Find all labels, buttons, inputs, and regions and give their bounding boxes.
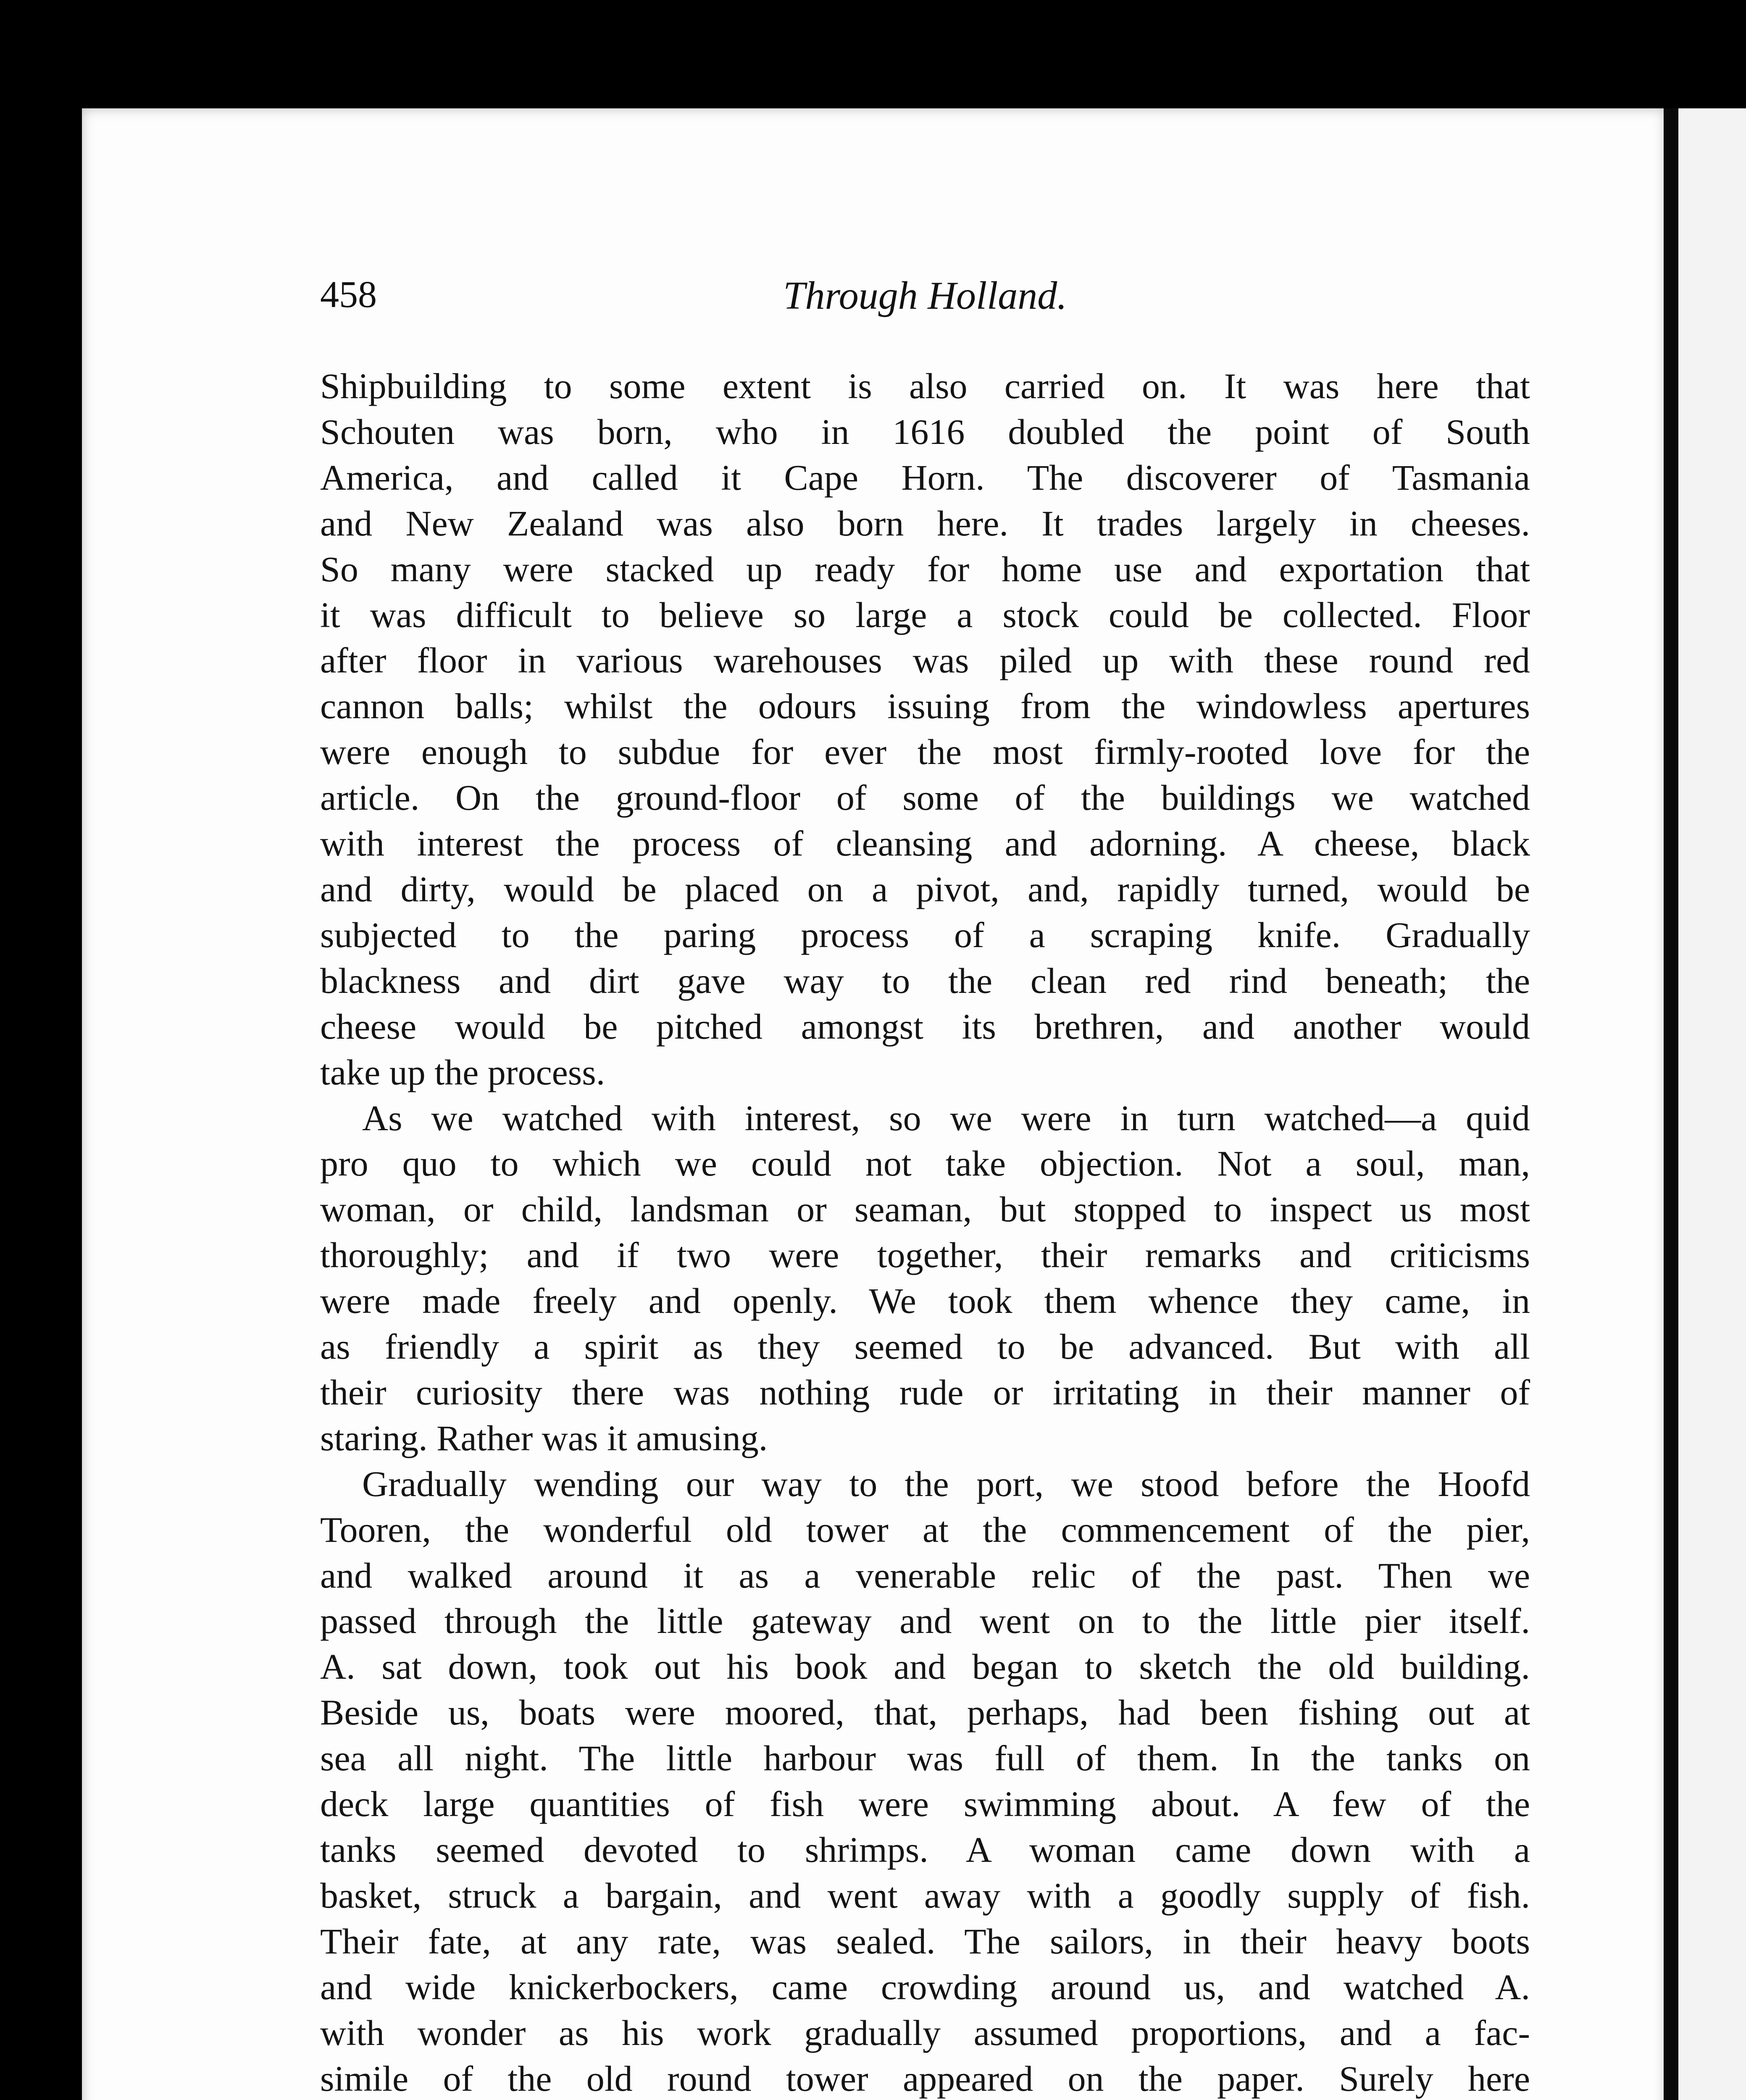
text-line: were enough to subdue for ever the most firmly-rooted love for the bbox=[320, 732, 1530, 772]
text-line: Tooren, the wonderful old tower at the commencement of the pier, bbox=[320, 1509, 1530, 1550]
text-line: woman, or child, landsman or seaman, but stopped to inspect us most bbox=[320, 1189, 1530, 1230]
text-line: staring. Rather was it amusing. bbox=[320, 1418, 768, 1458]
text-line: cheese would be pitched amongst its brethren, and another would bbox=[320, 1006, 1530, 1047]
paragraph bbox=[320, 1461, 1530, 2100]
text-line: and wide knickerbockers, came crowding around us, and watched A. bbox=[320, 1966, 1530, 2007]
body-text bbox=[320, 363, 1530, 2100]
text-line: take up the process. bbox=[320, 1052, 605, 1092]
text-line: passed through the little gateway and went on to the little pier itself. bbox=[320, 1601, 1530, 1641]
text-line: blackness and dirt gave way to the clean red rind beneath; the bbox=[320, 960, 1530, 1001]
text-line: Their fate, at any rate, was sealed. The sailors, in their heavy boots bbox=[320, 1921, 1530, 1961]
text-line: America, and called it Cape Horn. The discoverer of Tasmania bbox=[320, 457, 1530, 498]
text-line: Schouten was born, who in 1616 doubled the point of South bbox=[320, 411, 1530, 452]
page-gutter-shadow bbox=[1664, 108, 1680, 2100]
text-line: deck large quantities of fish were swimming about. A few of the bbox=[320, 1784, 1530, 1824]
text-line: article. On the ground-floor of some of the buildings we watched bbox=[320, 777, 1530, 818]
text-line: cannon balls; whilst the odours issuing from the windowless apertures bbox=[320, 686, 1530, 727]
page-header bbox=[320, 273, 1530, 323]
text-line: Shipbuilding to some extent is also carried on. It was here that bbox=[320, 366, 1530, 406]
adjacent-page-edge bbox=[1678, 108, 1746, 2100]
text-line: sea all night. The little harbour was full of them. In the tanks on bbox=[320, 1738, 1530, 1779]
text-line: So many were stacked up ready for home use and exportation that bbox=[320, 549, 1530, 589]
text-line: Gradually wending our way to the port, we stood before the Hoofd bbox=[362, 1463, 1530, 1504]
text-line: as friendly a spirit as they seemed to be advanced. But with all bbox=[320, 1326, 1530, 1367]
text-line: after floor in various warehouses was piled up with these round red bbox=[320, 640, 1530, 681]
text-line: with interest the process of cleansing and adorning. A cheese, black bbox=[320, 823, 1530, 864]
text-line: were made freely and openly. We took them whence they came, in bbox=[320, 1281, 1530, 1321]
text-line: and walked around it as a venerable relic of the past. Then we bbox=[320, 1555, 1530, 1596]
running-title: Through Holland. bbox=[783, 274, 1067, 318]
text-line: it was difficult to believe so large a stock could be collected. Floor bbox=[320, 594, 1530, 635]
text-line: with wonder as his work gradually assumed proportions, and a fac- bbox=[320, 2012, 1530, 2053]
text-line: and dirty, would be placed on a pivot, and, rapidly turned, would be bbox=[320, 869, 1530, 909]
text-line: basket, struck a bargain, and went away with a goodly supply of fish. bbox=[320, 1875, 1530, 1916]
text-line: and New Zealand was also born here. It trades largely in cheeses. bbox=[320, 503, 1530, 543]
text-line: As we watched with interest, so we were in turn watched—a quid bbox=[362, 1097, 1530, 1138]
text-line: simile of the old round tower appeared on the paper. Surely here bbox=[320, 2058, 1530, 2099]
text-line: pro quo to which we could not take objection. Not a soul, man, bbox=[320, 1143, 1530, 1184]
text-line: Beside us, boats were moored, that, perhaps, had been fishing out at bbox=[320, 1692, 1530, 1733]
text-line: subjected to the paring process of a scraping knife. Gradually bbox=[320, 914, 1530, 955]
paragraph bbox=[320, 1095, 1530, 1461]
text-line: tanks seemed devoted to shrimps. A woman came down with a bbox=[320, 1830, 1530, 1870]
text-line: their curiosity there was nothing rude or irritating in their manner of bbox=[320, 1372, 1530, 1412]
paragraph bbox=[320, 363, 1530, 1095]
page-number: 458 bbox=[320, 274, 377, 315]
text-line: thoroughly; and if two were together, their remarks and criticisms bbox=[320, 1235, 1530, 1276]
text-line: A. sat down, took out his book and began to sketch the old building. bbox=[320, 1646, 1530, 1687]
